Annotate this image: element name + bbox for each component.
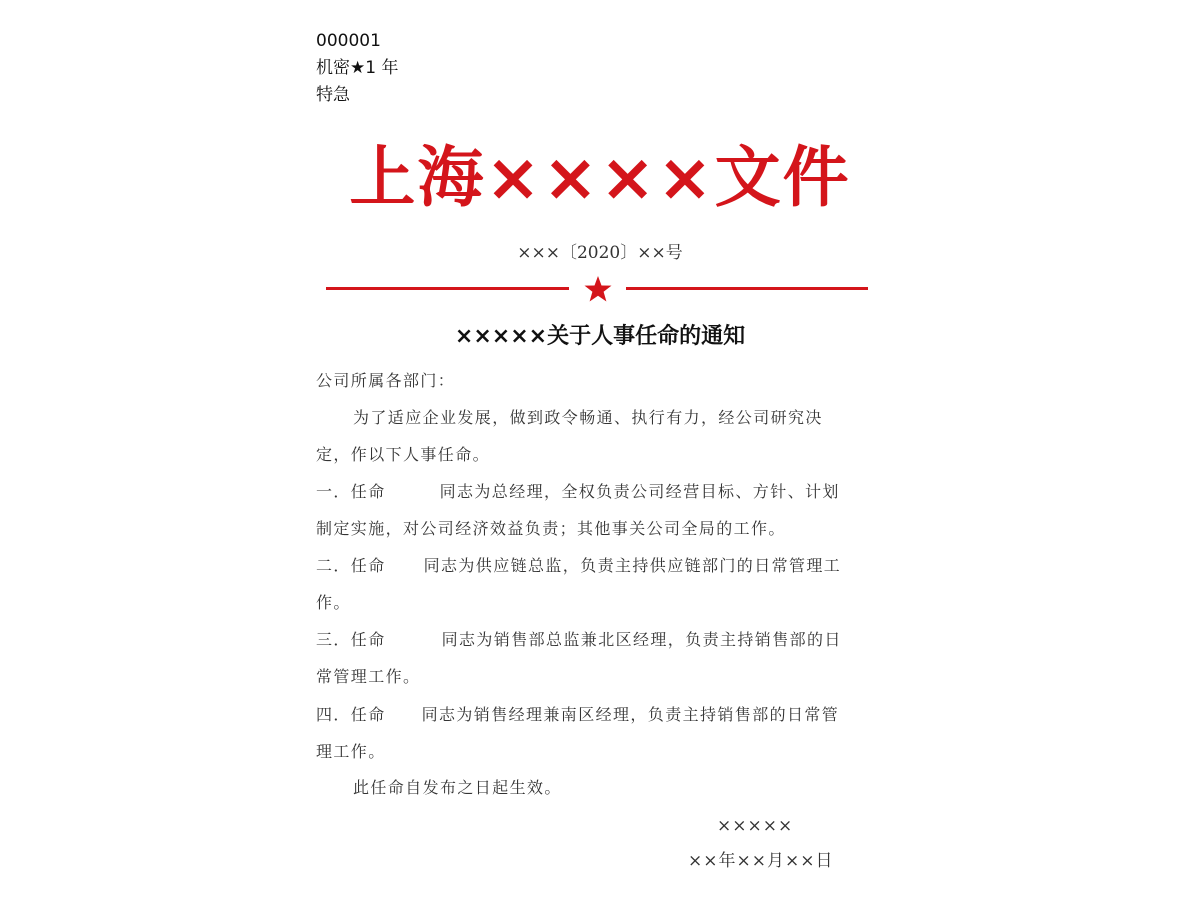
intro-paragraph-line2: 定，作以下人事任命。 (316, 445, 491, 464)
appointment-text: 同志为销售部总监兼北区经理，负责主持销售部的日 (441, 630, 842, 649)
appointment-text: 同志为供应链总监，负责主持供应链部门的日常管理工 (423, 556, 842, 575)
effective-statement: 此任命自发布之日起生效。 (353, 778, 562, 797)
red-divider-left (326, 287, 569, 290)
signature-date: ××年××月××日 (688, 851, 834, 871)
document-number: ×××〔2020〕××号 (517, 243, 683, 263)
document-header-meta (316, 28, 398, 109)
urgency-level: 特急 (316, 85, 350, 105)
notice-title: ×××××关于人事任命的通知 (454, 324, 746, 349)
appointment-item-4-continued: 理工作。 (316, 742, 386, 761)
appointment-item-2-continued: 作。 (316, 593, 351, 612)
appointment-item-1-continued: 制定实施，对公司经济效益负责；其他事关公司全局的工作。 (316, 519, 786, 538)
red-star-icon (583, 275, 613, 303)
red-divider-right (626, 287, 868, 290)
signature-issuer: ××××× (717, 816, 794, 836)
intro-paragraph-line1: 为了适应企业发展，做到政令畅通、执行有力，经公司研究决 (353, 408, 823, 427)
appointment-item-3 (316, 629, 892, 651)
appointment-item-2 (316, 555, 892, 577)
salutation: 公司所属各部门： (316, 371, 456, 390)
appointment-item-1 (316, 481, 892, 503)
appointment-prefix: 二．任命 (316, 556, 386, 575)
appointment-text: 同志为总经理，全权负责公司经营目标、方针、计划 (439, 482, 840, 501)
appointment-prefix: 四．任命 (316, 705, 386, 724)
appointment-item-3-continued: 常管理工作。 (316, 667, 421, 686)
classification-level: 机密★1 年 (316, 58, 399, 78)
appointment-prefix: 一．任命 (316, 482, 386, 501)
serial-number: 000001 (316, 31, 381, 51)
appointment-prefix: 三．任命 (316, 630, 386, 649)
appointment-item-4 (316, 704, 892, 726)
appointment-text: 同志为销售经理兼南区经理，负责主持销售部的日常管 (421, 705, 840, 724)
issuer-title: 上海××××文件 (349, 139, 851, 216)
